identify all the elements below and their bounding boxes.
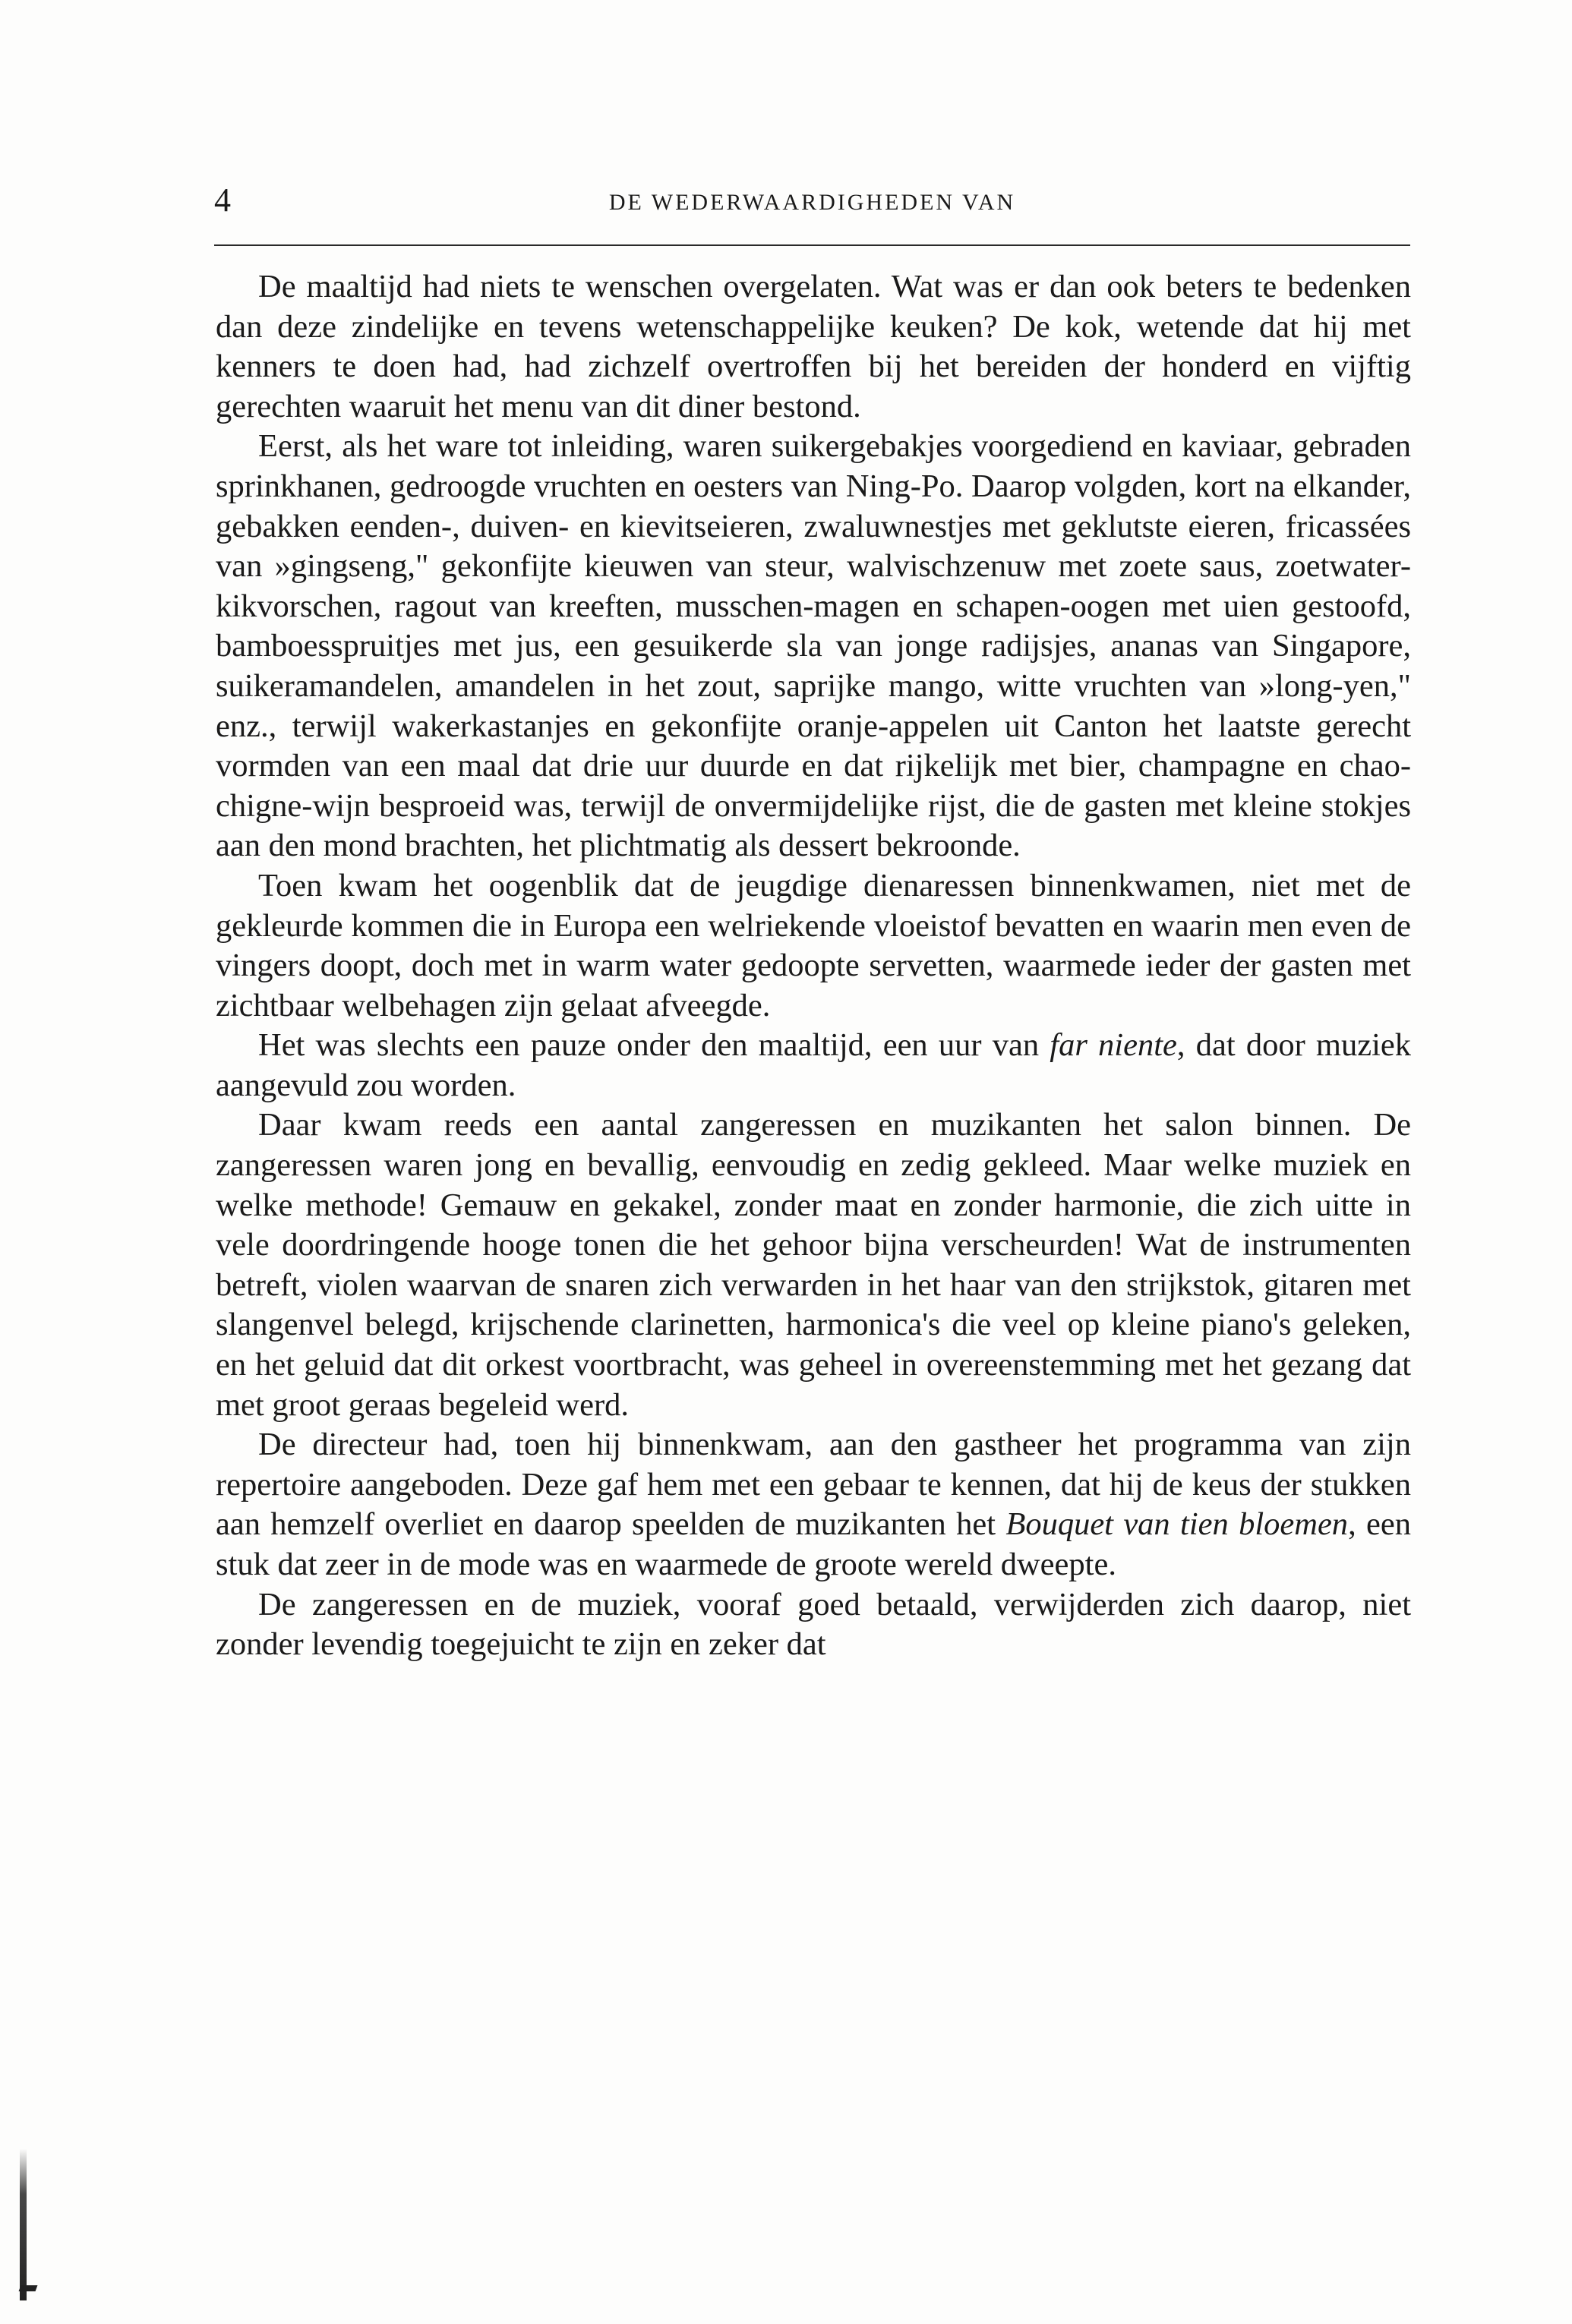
paragraph-1: De maaltijd had niets te wenschen overgelaten. Wat was er dan ook beters te bedenken dan deze zindelijke en tevens wetenschappelijke keuken? De kok, wetende dat hij met kenners te doen had, had zichzelf overtroffen bij het bereiden der honderd en vijftig gerechten waaruit het menu van dit diner bestond. xyxy=(216,269,1411,424)
paragraph-4-text-after: , dat door muziek aangevuld zou worden. xyxy=(216,1027,1412,1103)
binding-edge-mark-foot xyxy=(19,2285,38,2291)
paragraph-3: Toen kwam het oogenblik dat de jeugdige dienaressen binnenkwamen, niet met de gekleurde kommen die in Europa een welriekende vloeistof bevatten en waarin men even de vingers doopt, doch met in warm water gedoopte servetten, waarmede ieder der gasten met zichtbaar welbehagen zijn gelaat afveegde. xyxy=(216,867,1411,1023)
running-title: DE WEDERWAARDIGHEDEN VAN xyxy=(608,190,1016,215)
body-text xyxy=(216,267,1411,1665)
paragraph-4-text-before: Het was slechts een pauze onder den maaltijd, een uur van xyxy=(258,1027,1050,1064)
running-head xyxy=(214,179,1410,225)
paragraph-6 xyxy=(216,1425,1411,1585)
paragraph-4-italic: far niente xyxy=(1050,1027,1177,1064)
paragraph-6-text-before: De directeur had, toen hij binnenkwam, aan den gastheer het programma van zijn repertoire aangeboden. Deze gaf hem met een gebaar te kennen, dat hij de keus der stukken aan hemzelf overliet en daarop speelden de muzikanten het xyxy=(216,1427,1411,1543)
paragraph-7: De zangeressen en de muziek, vooraf goed betaald, verwijderden zich daarop, niet zonder levendig toegejuicht te zijn en zeker dat xyxy=(216,1586,1411,1663)
paragraph-6-text-after: , een stuk dat zeer in de mode was en waarmede de groote wereld dweepte. xyxy=(216,1506,1411,1582)
page-number: 4 xyxy=(214,181,231,219)
paragraph-5: Daar kwam reeds een aantal zangeressen en muzikanten het salon binnen. De zangeressen waren jong en bevallig, eenvoudig en zedig gekleed. Maar welke muziek en welke methode! Gemauw en gekakel, zonder maat en zonder harmonie, die zich uitte in vele doordringende hooge tonen die het gehoor bijna verscheurden! Wat de instrumenten betreft, violen waarvan de snaren zich verwarden in het haar van den strijkstok, gitaren met slangenvel belegd, krijschende clarinetten, harmonica's die veel op kleine piano's geleken, en het geluid dat dit orkest voortbracht, was geheel in overeenstemming met het gezang dat met groot geraas begeleid werd. xyxy=(216,1107,1411,1423)
binding-edge-mark xyxy=(20,2149,27,2300)
paragraph-6-italic: Bouquet van tien bloemen xyxy=(1005,1506,1349,1543)
paragraph-4 xyxy=(216,1026,1411,1105)
paragraph-2: Eerst, als het ware tot inleiding, waren suikergebakjes voorgediend en kaviaar, gebraden sprinkhanen, gedroogde vruchten en oesters van Ning-Po. Daarop volgden, kort na elkander, gebakken eenden-, duiven- en kievitseieren, zwaluwnestjes met geklutste eieren, fricassées van »gingseng," gekonfijte kieuwen van steur, walvischzenuw met zoete saus, zoetwater-kikvorschen, ragout van kreeften, musschen-magen en schapen-oogen met uien gestoofd, bamboesspruitjes met jus, een gesuikerde sla van jonge radijsjes, ananas van Singapore, suikeramandelen, amandelen in het zout, saprijke mango, witte vruchten van »long-yen," enz., terwijl wakerkastanjes en gekonfijte oranje-appelen uit Canton het laatste gerecht vormden van een maal dat drie uur duurde en dat rijkelijk met bier, champagne en chao-chigne-wijn besproeid was, terwijl de onvermijdelijke rijst, die de gasten met kleine stokjes aan den mond brachten, het plichtmatig als dessert bekroonde. xyxy=(216,428,1411,864)
header-rule xyxy=(214,244,1410,246)
